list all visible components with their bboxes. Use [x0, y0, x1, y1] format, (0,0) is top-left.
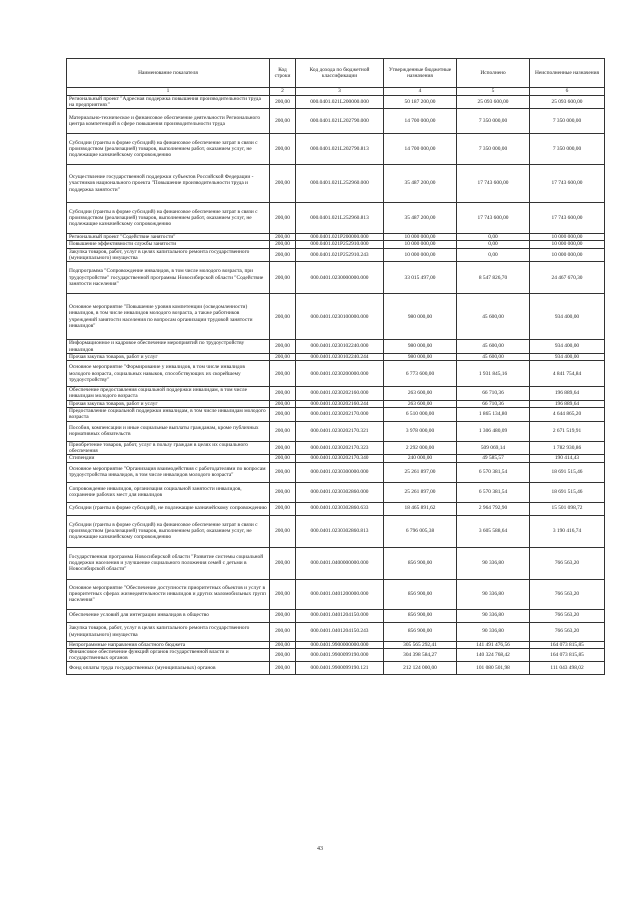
row-line-code: 200,00	[270, 134, 296, 165]
row-line-code: 200,00	[270, 482, 296, 502]
row-approved: 980 000,00	[384, 340, 457, 354]
row-remaining: 934 400,00	[530, 353, 605, 360]
row-approved: 980 000,00	[384, 353, 457, 360]
row-name: Основное мероприятие "Повышение уровня компетенции (осведомленности) инвалидов, в том числе инвалидов молодого возраста, а также работников учреждений занятости населения по вопросам организации трудовой занятости инвалидов"	[67, 294, 270, 340]
row-name: Прочая закупка товаров, работ и услуг	[67, 400, 270, 407]
row-income-code: 000.0401.9900099190.121	[296, 662, 384, 675]
row-approved: 50 187 200,00	[384, 95, 457, 109]
row-remaining: 196 889,64	[530, 387, 605, 401]
table-row	[67, 353, 605, 360]
table-row	[67, 455, 605, 462]
row-income-code: 000.0401.0401200000.000	[296, 579, 384, 609]
row-income-code: 000.0401.021L202790.813	[296, 134, 384, 165]
table-row	[67, 482, 605, 502]
row-name: Основное мероприятие "Организация взаимодействия с работодателями по вопросам трудоустройства инвалидов, в том числе инвалидов молодого возраста"	[67, 462, 270, 482]
row-remaining: 766 563,20	[530, 609, 605, 622]
row-approved: 6 796 005,38	[384, 515, 457, 547]
row-name: Закупка товаров, работ, услуг в целях капитального ремонта государственного (муниципального) имущества	[67, 248, 270, 262]
row-executed: 8 547 826,70	[457, 262, 530, 294]
row-income-code: 000.0401.021L202790.000	[296, 109, 384, 134]
row-line-code: 200,00	[270, 262, 296, 294]
row-income-code: 000.0401.021P252910.243	[296, 248, 384, 262]
row-remaining: 934 400,00	[530, 294, 605, 340]
row-remaining: 4 841 754,84	[530, 361, 605, 387]
row-executed: 90 336,80	[457, 622, 530, 641]
row-approved: 980 000,00	[384, 294, 457, 340]
row-name: Материально-техническое и финансовое обеспечение деятельности Регионального центра компетенций в сфере повышения производительности труда	[67, 109, 270, 134]
table-row	[67, 241, 605, 248]
row-approved: 305 565 292,41	[384, 641, 457, 648]
row-executed: 7 350 000,00	[457, 134, 530, 165]
row-executed: 17 743 600,00	[457, 203, 530, 234]
row-remaining: 3 190 416,74	[530, 515, 605, 547]
row-executed: 0,00	[457, 241, 530, 248]
row-income-code: 000.0401.0230202170.000	[296, 408, 384, 422]
row-line-code: 200,00	[270, 353, 296, 360]
row-name: Прочая закупка товаров, работ и услуг	[67, 353, 270, 360]
row-executed: 7 350 000,00	[457, 109, 530, 134]
row-income-code: 000.0401.0230202170.340	[296, 455, 384, 462]
col-number: 6	[530, 88, 605, 96]
row-remaining: 17 743 600,00	[530, 165, 605, 203]
row-name: Государственная программа Новосибирской области "Развитие системы социальной поддержки населения и улучшение социального положения семей с детьми в Новосибирской области"	[67, 547, 270, 579]
row-remaining: 7 350 000,00	[530, 134, 605, 165]
row-income-code: 000.0401.0230102240.000	[296, 340, 384, 354]
row-name: Субсидии (гранты в форме субсидий) на финансовое обеспечение затрат в связи с производством (реализацией) товаров, выполнением работ, оказанием услуг, не подлежащие казначейскому сопровождению	[67, 203, 270, 234]
row-income-code: 000.0401.0230202170.321	[296, 421, 384, 441]
table-row	[67, 648, 605, 662]
row-remaining: 17 743 600,00	[530, 203, 605, 234]
row-income-code: 000.0401.0230100000.000	[296, 294, 384, 340]
table-row	[67, 502, 605, 515]
header-name: Наименование показателя	[67, 59, 270, 88]
header-line-code: Код строки	[270, 59, 296, 88]
row-name: Повышение эффективности службы занятости	[67, 241, 270, 248]
header-executed: Исполнено	[457, 59, 530, 88]
row-income-code: 000.0401.0230000000.000	[296, 262, 384, 294]
row-name: Непрограммные направления областного бюджета	[67, 641, 270, 648]
table-row	[67, 515, 605, 547]
row-name: Предоставление социальной поддержки инвалидам, в том числе инвалидам молодого возраста	[67, 408, 270, 422]
row-approved: 856 900,00	[384, 609, 457, 622]
table-row	[67, 134, 605, 165]
row-name: Информационное и кадровое обеспечение мероприятий по трудоустройству инвалидов	[67, 340, 270, 354]
col-number: 5	[457, 88, 530, 96]
row-income-code: 000.0401.0230202160.244	[296, 400, 384, 407]
row-executed: 141 491 476,56	[457, 641, 530, 648]
row-name: Финансовое обеспечение функций органов государственной власти и государственных органов	[67, 648, 270, 662]
row-executed: 1 306 480,09	[457, 421, 530, 441]
row-executed: 45 600,00	[457, 294, 530, 340]
row-name: Субсидии (гранты в форме субсидий), не подлежащие казначейскому сопровождению	[67, 502, 270, 515]
row-line-code: 200,00	[270, 109, 296, 134]
budget-execution-table	[66, 58, 605, 675]
row-name: Региональный проект "Содействие занятости"	[67, 234, 270, 241]
row-remaining: 111 043 498,02	[530, 662, 605, 675]
row-executed: 6 570 381,54	[457, 462, 530, 482]
row-income-code: 000.0401.0230302860.633	[296, 502, 384, 515]
row-approved: 856 900,00	[384, 579, 457, 609]
row-income-code: 000.0401.0230200000.000	[296, 361, 384, 387]
table-row	[67, 579, 605, 609]
table-row	[67, 441, 605, 455]
row-line-code: 200,00	[270, 340, 296, 354]
row-executed: 0,00	[457, 248, 530, 262]
table-row	[67, 109, 605, 134]
row-executed: 2 964 792,90	[457, 502, 530, 515]
row-approved: 856 900,00	[384, 622, 457, 641]
row-approved: 33 015 497,00	[384, 262, 457, 294]
table-row	[67, 462, 605, 482]
row-income-code: 000.0401.0230302860.000	[296, 482, 384, 502]
table-row	[67, 95, 605, 109]
table-header-row	[67, 59, 605, 88]
row-executed: 90 336,80	[457, 547, 530, 579]
row-approved: 240 000,00	[384, 455, 457, 462]
row-approved: 212 124 000,00	[384, 662, 457, 675]
row-line-code: 200,00	[270, 248, 296, 262]
row-remaining: 10 000 000,00	[530, 241, 605, 248]
row-executed: 509 069,14	[457, 441, 530, 455]
table-row	[67, 248, 605, 262]
row-name: Региональный проект "Адресная поддержка повышения производительности труда на предприятиях"	[67, 95, 270, 109]
table-row	[67, 361, 605, 387]
row-approved: 10 000 000,00	[384, 241, 457, 248]
row-name: Обеспечение условий для интеграции инвалидов в общество	[67, 609, 270, 622]
table-row	[67, 622, 605, 641]
row-approved: 3 978 000,00	[384, 421, 457, 441]
col-number: 2	[270, 88, 296, 96]
table-row	[67, 408, 605, 422]
row-executed: 66 710,36	[457, 400, 530, 407]
row-executed: 140 324 768,42	[457, 648, 530, 662]
row-name: Фонд оплаты труда государственных (муниципальных) органов	[67, 662, 270, 675]
table-row	[67, 662, 605, 675]
row-line-code: 200,00	[270, 648, 296, 662]
row-remaining: 164 073 815,85	[530, 641, 605, 648]
row-approved: 263 600,00	[384, 387, 457, 401]
table-row	[67, 641, 605, 648]
row-executed: 0,00	[457, 234, 530, 241]
row-approved: 6 773 600,00	[384, 361, 457, 387]
row-line-code: 200,00	[270, 294, 296, 340]
header-remaining: Неисполненные назначения	[530, 59, 605, 88]
row-name: Сопровождение инвалидов, организация социальной занятости инвалидов, сохранение рабочих мест для инвалидов	[67, 482, 270, 502]
row-executed: 101 080 501,98	[457, 662, 530, 675]
row-line-code: 200,00	[270, 95, 296, 109]
row-executed: 66 710,36	[457, 387, 530, 401]
row-name: Пособия, компенсации и иные социальные выплаты гражданам, кроме публичных нормативных обязательств	[67, 421, 270, 441]
row-line-code: 200,00	[270, 502, 296, 515]
row-line-code: 200,00	[270, 547, 296, 579]
row-line-code: 200,00	[270, 462, 296, 482]
col-number: 1	[67, 88, 270, 96]
row-remaining: 196 889,64	[530, 400, 605, 407]
row-approved: 2 292 000,00	[384, 441, 457, 455]
row-line-code: 200,00	[270, 609, 296, 622]
row-line-code: 200,00	[270, 203, 296, 234]
row-remaining: 190 414,43	[530, 455, 605, 462]
row-remaining: 766 563,20	[530, 622, 605, 641]
table-row	[67, 400, 605, 407]
row-remaining: 18 691 515,46	[530, 462, 605, 482]
row-remaining: 934 400,00	[530, 340, 605, 354]
row-line-code: 200,00	[270, 387, 296, 401]
header-approved: Утвержденные бюджетные назначения	[384, 59, 457, 88]
row-income-code: 000.0401.021P200000.000	[296, 234, 384, 241]
row-income-code: 000.0401.021L252960.000	[296, 165, 384, 203]
table-row	[67, 609, 605, 622]
row-line-code: 200,00	[270, 641, 296, 648]
row-name: Осуществление государственной поддержки субъектов Российской Федерации - участников национального проекта "Повышение производительности труда и поддержка занятости"	[67, 165, 270, 203]
row-line-code: 200,00	[270, 515, 296, 547]
row-line-code: 200,00	[270, 400, 296, 407]
col-number: 3	[296, 88, 384, 96]
row-approved: 14 700 000,00	[384, 109, 457, 134]
row-approved: 35 487 200,00	[384, 165, 457, 203]
row-line-code: 200,00	[270, 165, 296, 203]
row-remaining: 766 563,20	[530, 547, 605, 579]
row-remaining: 1 782 930,86	[530, 441, 605, 455]
row-name: Подпрограмма "Сопровождение инвалидов, в том числе молодого возраста, при трудоустройстве" государственной программы Новосибирской области "Содействие занятости населения"	[67, 262, 270, 294]
row-approved: 263 600,00	[384, 400, 457, 407]
row-executed: 1 865 134,80	[457, 408, 530, 422]
row-approved: 25 261 897,00	[384, 482, 457, 502]
row-income-code: 000.0401.9900000000.000	[296, 641, 384, 648]
row-name: Субсидии (гранты в форме субсидий) на финансовое обеспечение затрат в связи с производством (реализацией) товаров, выполнением работ, оказанием услуг, не подлежащие казначейскому сопровождению	[67, 134, 270, 165]
row-name: Приобретение товаров, работ, услуг в пользу граждан в целях их социального обеспечения	[67, 441, 270, 455]
row-approved: 304 398 584,27	[384, 648, 457, 662]
row-approved: 10 000 000,00	[384, 248, 457, 262]
table-row	[67, 340, 605, 354]
row-remaining: 10 000 000,00	[530, 234, 605, 241]
row-executed: 90 336,80	[457, 579, 530, 609]
table-row	[67, 165, 605, 203]
row-approved: 18 465 891,62	[384, 502, 457, 515]
page-number: 43	[317, 846, 323, 852]
row-income-code: 000.0401.0401204150.243	[296, 622, 384, 641]
row-approved: 10 000 000,00	[384, 234, 457, 241]
table-row	[67, 387, 605, 401]
row-income-code: 000.0401.021L200000.000	[296, 95, 384, 109]
row-name: Основное мероприятие "Формирование у инвалидов, в том числе инвалидов молодого возраста, социальных навыков, способствующих их скорейшему трудоустройству"	[67, 361, 270, 387]
row-executed: 3 605 588,64	[457, 515, 530, 547]
row-executed: 25 093 600,00	[457, 95, 530, 109]
row-line-code: 200,00	[270, 662, 296, 675]
row-line-code: 200,00	[270, 579, 296, 609]
row-line-code: 200,00	[270, 455, 296, 462]
row-name: Стипендии	[67, 455, 270, 462]
document-page	[66, 58, 604, 675]
table-row	[67, 262, 605, 294]
row-name: Основное мероприятие "Обеспечение доступности приоритетных объектов и услуг в приоритетных сферах жизнедеятельности инвалидов и других маломобильных групп населения"	[67, 579, 270, 609]
row-name: Субсидии (гранты в форме субсидий) на финансовое обеспечение затрат в связи с производством (реализацией) товаров, выполнением работ, оказанием услуг, не подлежащие казначейскому сопровождению	[67, 515, 270, 547]
row-approved: 35 487 200,00	[384, 203, 457, 234]
row-line-code: 200,00	[270, 361, 296, 387]
row-approved: 856 900,00	[384, 547, 457, 579]
row-executed: 17 743 600,00	[457, 165, 530, 203]
row-executed: 45 600,00	[457, 353, 530, 360]
col-number: 4	[384, 88, 457, 96]
row-income-code: 000.0401.021L252960.813	[296, 203, 384, 234]
row-remaining: 18 691 515,46	[530, 482, 605, 502]
row-name: Закупка товаров, работ, услуг в целях капитального ремонта государственного (муниципального) имущества	[67, 622, 270, 641]
row-line-code: 200,00	[270, 441, 296, 455]
row-approved: 14 700 000,00	[384, 134, 457, 165]
row-income-code: 000.0401.0230302860.813	[296, 515, 384, 547]
row-executed: 1 931 845,16	[457, 361, 530, 387]
row-income-code: 000.0401.0230102240.244	[296, 353, 384, 360]
row-executed: 90 336,80	[457, 609, 530, 622]
row-remaining: 24 467 670,30	[530, 262, 605, 294]
row-executed: 49 585,57	[457, 455, 530, 462]
table-row	[67, 294, 605, 340]
row-remaining: 2 671 519,91	[530, 421, 605, 441]
row-remaining: 164 073 815,85	[530, 648, 605, 662]
row-line-code: 200,00	[270, 234, 296, 241]
row-line-code: 200,00	[270, 408, 296, 422]
row-remaining: 4 644 865,20	[530, 408, 605, 422]
header-income-code: Код дохода по бюджетной классификации	[296, 59, 384, 88]
row-remaining: 25 093 600,00	[530, 95, 605, 109]
row-income-code: 000.0401.0401204150.000	[296, 609, 384, 622]
table-row	[67, 547, 605, 579]
row-remaining: 10 000 000,00	[530, 248, 605, 262]
row-remaining: 766 563,20	[530, 579, 605, 609]
row-line-code: 200,00	[270, 241, 296, 248]
row-remaining: 15 501 098,72	[530, 502, 605, 515]
row-approved: 6 510 000,00	[384, 408, 457, 422]
row-income-code: 000.0401.9900099190.000	[296, 648, 384, 662]
row-executed: 6 570 381,54	[457, 482, 530, 502]
table-row	[67, 203, 605, 234]
row-executed: 45 600,00	[457, 340, 530, 354]
row-income-code: 000.0401.0230300000.000	[296, 462, 384, 482]
column-number-row	[67, 88, 605, 96]
row-line-code: 200,00	[270, 622, 296, 641]
table-row	[67, 421, 605, 441]
row-line-code: 200,00	[270, 421, 296, 441]
row-name: Обеспечение предоставления социальной поддержки инвалидам, в том числе инвалидам молодого возраста	[67, 387, 270, 401]
row-income-code: 000.0401.0230202160.000	[296, 387, 384, 401]
row-income-code: 000.0401.021P252910.000	[296, 241, 384, 248]
row-approved: 25 261 897,00	[384, 462, 457, 482]
row-income-code: 000.0401.0400000000.000	[296, 547, 384, 579]
table-row	[67, 234, 605, 241]
row-remaining: 7 350 000,00	[530, 109, 605, 134]
row-income-code: 000.0401.0230202170.323	[296, 441, 384, 455]
